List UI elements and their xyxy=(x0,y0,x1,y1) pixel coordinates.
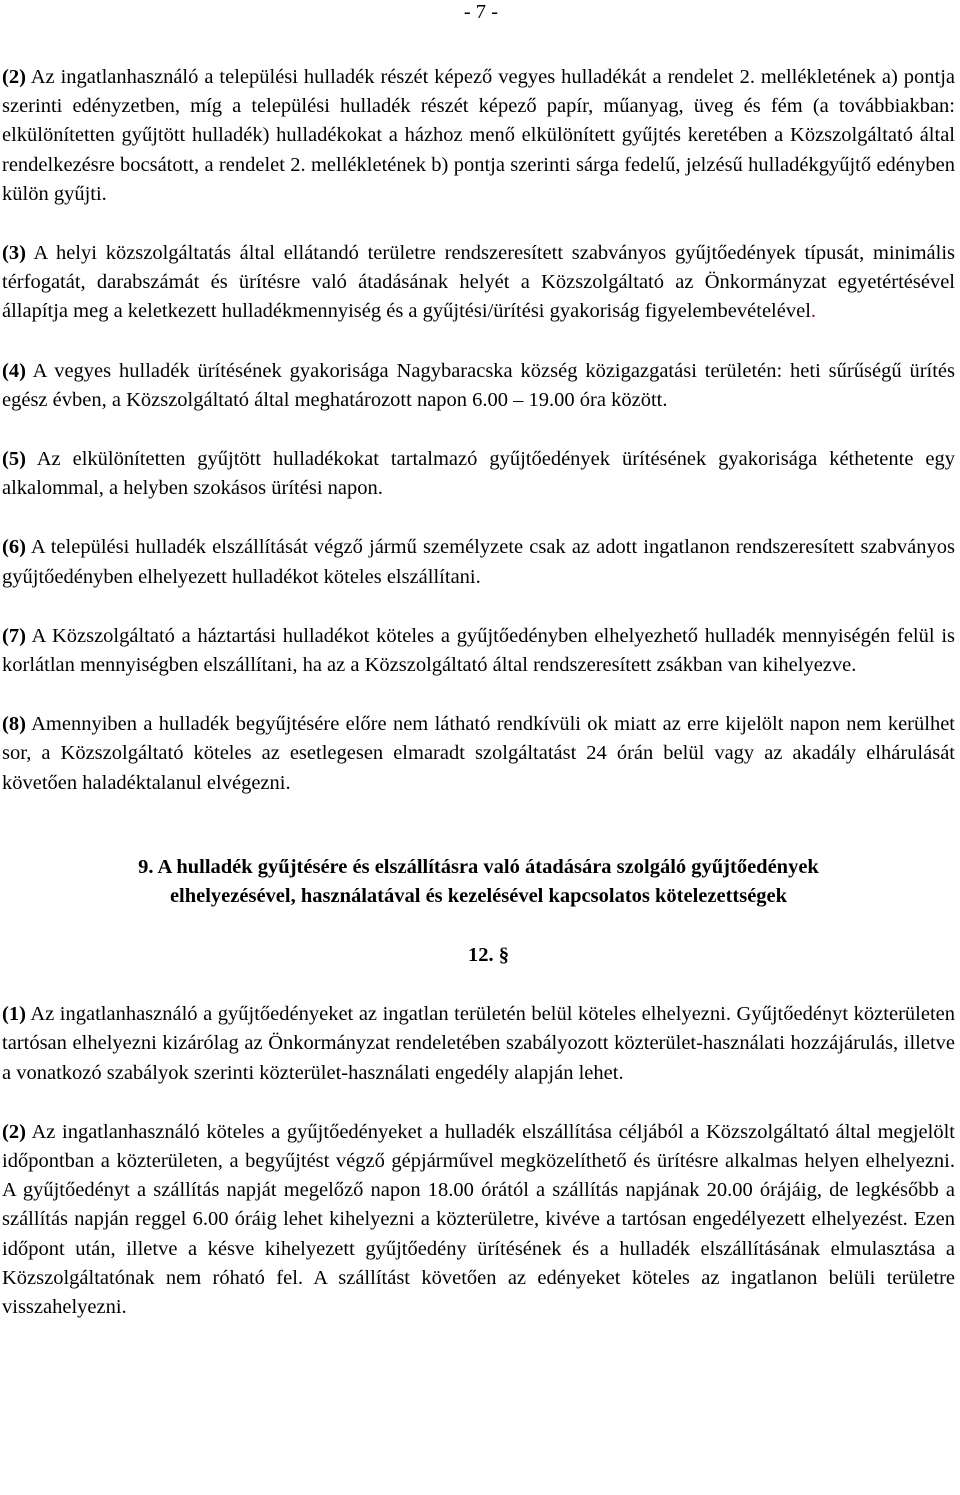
paragraph-number: (8) xyxy=(2,713,26,736)
paragraph-12-2 xyxy=(2,1118,955,1322)
paragraph-6 xyxy=(2,533,955,591)
paragraph-text: A vegyes hulladék ürítésének gyakorisága Nagybaracska község közigazgatási területén: heti sűrűségű ürítés egész évben, a Közszolgáltató által meghatározott napon 6.00 – 19.00 óra között. xyxy=(2,359,955,411)
paragraph-number: (6) xyxy=(2,536,26,559)
paragraph-text: A helyi közszolgáltatás által ellátandó területre rendszeresített szabványos gyűjtőedények típusát, minimális térfogatát, darabszámát és ürítésre való átadásának helyét a Közszolgáltató az Önkormányzat egyetértésével állapítja meg a keletkezett hulladékmennyiség és a gyűjtési/ürítési gyakoriság figyelembevételével xyxy=(2,242,955,323)
paragraph-text: Az ingatlanhasználó a települési hulladék részét képező vegyes hulladékát a rendelet 2. mellékletének a) pontja szerinti edényzetben, míg a települési hulladék részét képező papír, műanyag, üveg és fém (a továbbiakban: elkülönítetten gyűjtött hulladék) hulladékokat a házhoz menő elkülönített gyűjtés keretében a Közszolgáltató által rendelkezésre bocsátott, a rendelet 2. mellékletének b) pontja szerinti sárga fedelű, jelzésű hulladékgyűjtő edényben külön gyűjti. xyxy=(2,66,955,205)
section-heading-line-2: elhelyezésével, használatával és kezelésével kapcsolatos kötelezettségek xyxy=(169,885,788,908)
paragraph-8 xyxy=(2,710,955,798)
document-body xyxy=(2,63,955,1322)
paragraph-3 xyxy=(2,239,955,327)
paragraph-text: A települési hulladék elszállítását végző jármű személyzete csak az adott ingatlanon rendszeresített szabványos gyűjtőedényben elhelyezett hulladékot köteles elszállítani. xyxy=(2,536,955,588)
paragraph-12-1 xyxy=(2,1000,955,1088)
paragraph-sign-heading: 12. § xyxy=(468,944,509,967)
paragraph-number: (3) xyxy=(2,242,26,265)
paragraph-5 xyxy=(2,445,955,503)
section-heading-line-1: 9. A hulladék gyűjtésére és elszállításra való átadására szolgáló gyűjtőedények xyxy=(138,855,819,878)
paragraph-number: (2) xyxy=(2,1120,26,1143)
page-number: - 7 - xyxy=(463,1,498,23)
paragraph-7 xyxy=(2,622,955,680)
paragraph-text: A Közszolgáltató a háztartási hulladékot köteles a gyűjtőedényben elhelyezhető hulladék mennyiségén felül is korlátlan mennyiségben elszállítani, ha az a Közszolgáltató által rendszeresített zsákban van kihelyezve. xyxy=(2,624,955,677)
paragraph-number: (1) xyxy=(2,1003,26,1026)
paragraph-number: (5) xyxy=(2,448,26,471)
paragraph-text: Az ingatlanhasználó köteles a gyűjtőedényeket a hulladék elszállítása céljából a Közszolgáltató által megjelölt időpontban a közterületen, a begyűjtést végző gépjárművel megközelíthető és ürítésre alkalmas helyen elhelyezni. A gyűjtőedényt a szállítás napját megelőző napon 18.00 órától a szállítás napjának 20.00 órájáig, de legkésőbb a szállítás napján reggel 6.00 óráig lehet kihelyezni a közterületre, kivéve a tartósan engedélyezett elhelyezést. Ezen időpont után, illetve a késve kihelyezett gyűjtőedény ürítésének és a hulladék elszállításának elmulasztása a Közszolgáltatónak nem róható fel. A szállítást követően az edényeket köteles az ingatlanon belüli területre visszahelyezni. xyxy=(2,1120,955,1319)
paragraph-text: Az elkülönítetten gyűjtött hulladékokat tartalmazó gyűjtőedények ürítésének gyakorisága kéthetente egy alkalommal, a helyben szokásos ürítési napon. xyxy=(2,448,955,500)
paragraph-text: Az ingatlanhasználó a gyűjtőedényeket az ingatlan területén belül köteles elhelyezni. Gyűjtőedényt közterületen tartósan elhelyezni kizárólag az Önkormányzat rendeletében szabályozott közterület-használati hozzájárulás, illetve a vonatkozó szabályok szerinti közterület-használati engedély alapján lehet. xyxy=(2,1003,955,1084)
paragraph-trailing-period: . xyxy=(810,300,817,323)
paragraph-number: (2) xyxy=(2,66,26,88)
paragraph-text: Amennyiben a hulladék begyűjtésére előre nem látható rendkívüli ok miatt az erre kijelölt napon nem kerülhet sor, a Közszolgáltató köteles az esetlegesen elmaradt szolgáltatást 24 órán belül vagy az akadály elhárulását követően haladéktalanul elvégezni. xyxy=(2,713,955,794)
paragraph-number: (4) xyxy=(2,359,26,382)
section-heading xyxy=(2,853,955,911)
paragraph-2 xyxy=(2,63,955,209)
paragraph-4 xyxy=(2,357,955,415)
paragraph-number: (7) xyxy=(2,624,26,647)
